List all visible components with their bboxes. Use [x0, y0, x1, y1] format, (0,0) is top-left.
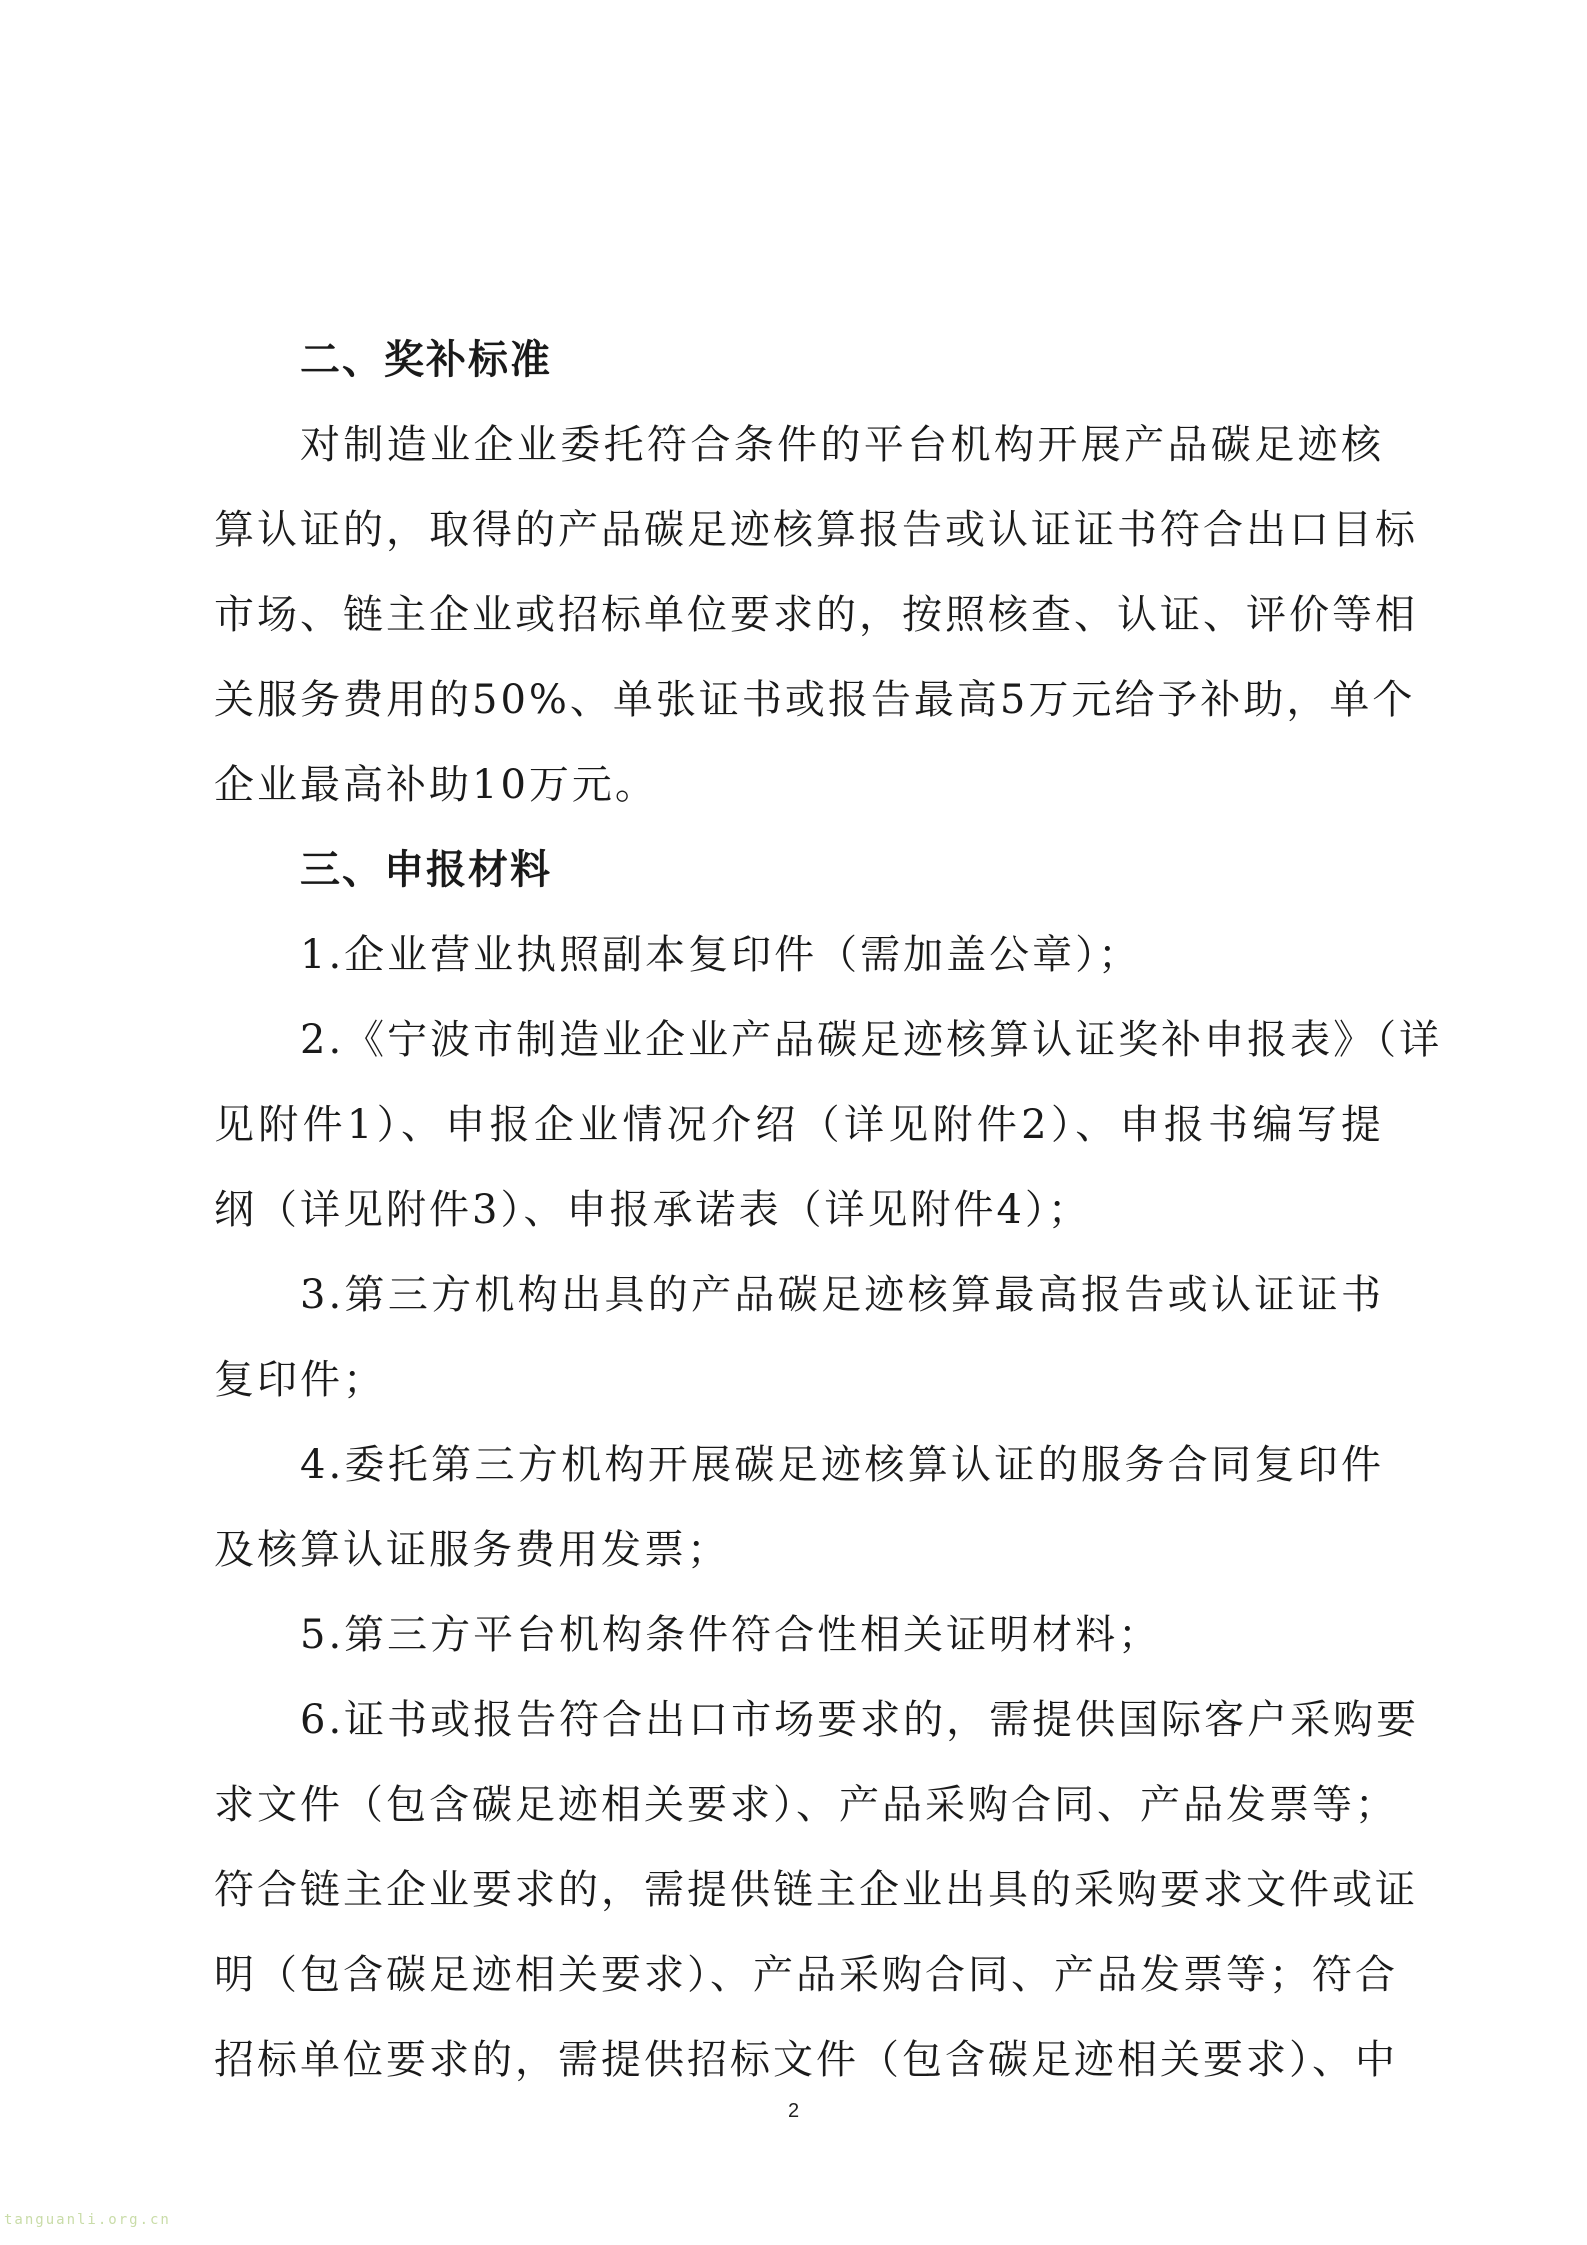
- paragraph-line: 关服务费用的50%、单张证书或报告最高5万元给予补助，单个: [214, 677, 1416, 723]
- list-item-6-continued: 求文件（包含碳足迹相关要求）、产品采购合同、产品发票等；: [214, 1782, 1398, 1828]
- list-item-3: 3.第三方机构出具的产品碳足迹核算最高报告或认证证书: [300, 1272, 1384, 1318]
- paragraph-line: 算认证的，取得的产品碳足迹核算报告或认证证书符合出口目标: [214, 507, 1418, 553]
- page-number: 2: [787, 2100, 800, 2122]
- document-body: [214, 318, 1443, 2103]
- section-heading-subsidy-standard: 二、奖补标准: [300, 337, 552, 383]
- list-item-2: 2.《宁波市制造业企业产品碳足迹核算认证奖补申报表》（详: [300, 1017, 1443, 1063]
- list-item-4: 4.委托第三方机构开展碳足迹核算认证的服务合同复印件: [300, 1442, 1384, 1488]
- list-item-6: 6.证书或报告符合出口市场要求的，需提供国际客户采购要: [300, 1697, 1420, 1743]
- list-item-4-continued: 及核算认证服务费用发票；: [214, 1527, 730, 1573]
- list-item-5: 5.第三方平台机构条件符合性相关证明材料；: [300, 1612, 1162, 1658]
- list-item-2-continued: 纲（详见附件3）、申报承诺表（详见附件4）；: [214, 1187, 1091, 1233]
- list-item-6-continued: 招标单位要求的，需提供招标文件（包含碳足迹相关要求）、中: [214, 2037, 1398, 2083]
- list-item-2-continued: 见附件1）、申报企业情况介绍（详见附件2）、申报书编写提: [214, 1102, 1384, 1148]
- list-item-3-continued: 复印件；: [214, 1357, 386, 1403]
- list-item-6-continued: 符合链主企业要求的，需提供链主企业出具的采购要求文件或证: [214, 1867, 1418, 1913]
- paragraph-line: 对制造业企业委托符合条件的平台机构开展产品碳足迹核: [300, 422, 1384, 468]
- section-heading-application-materials: 三、申报材料: [300, 847, 552, 893]
- paragraph-line: 企业最高补助10万元。: [214, 762, 658, 808]
- watermark: tanguanli.org.cn: [4, 2212, 171, 2228]
- paragraph-line: 市场、链主企业或招标单位要求的，按照核查、认证、评价等相: [214, 592, 1418, 638]
- list-item-6-continued: 明（包含碳足迹相关要求）、产品采购合同、产品发票等；符合: [214, 1952, 1398, 1998]
- list-item-1: 1.企业营业执照副本复印件（需加盖公章）；: [300, 932, 1142, 978]
